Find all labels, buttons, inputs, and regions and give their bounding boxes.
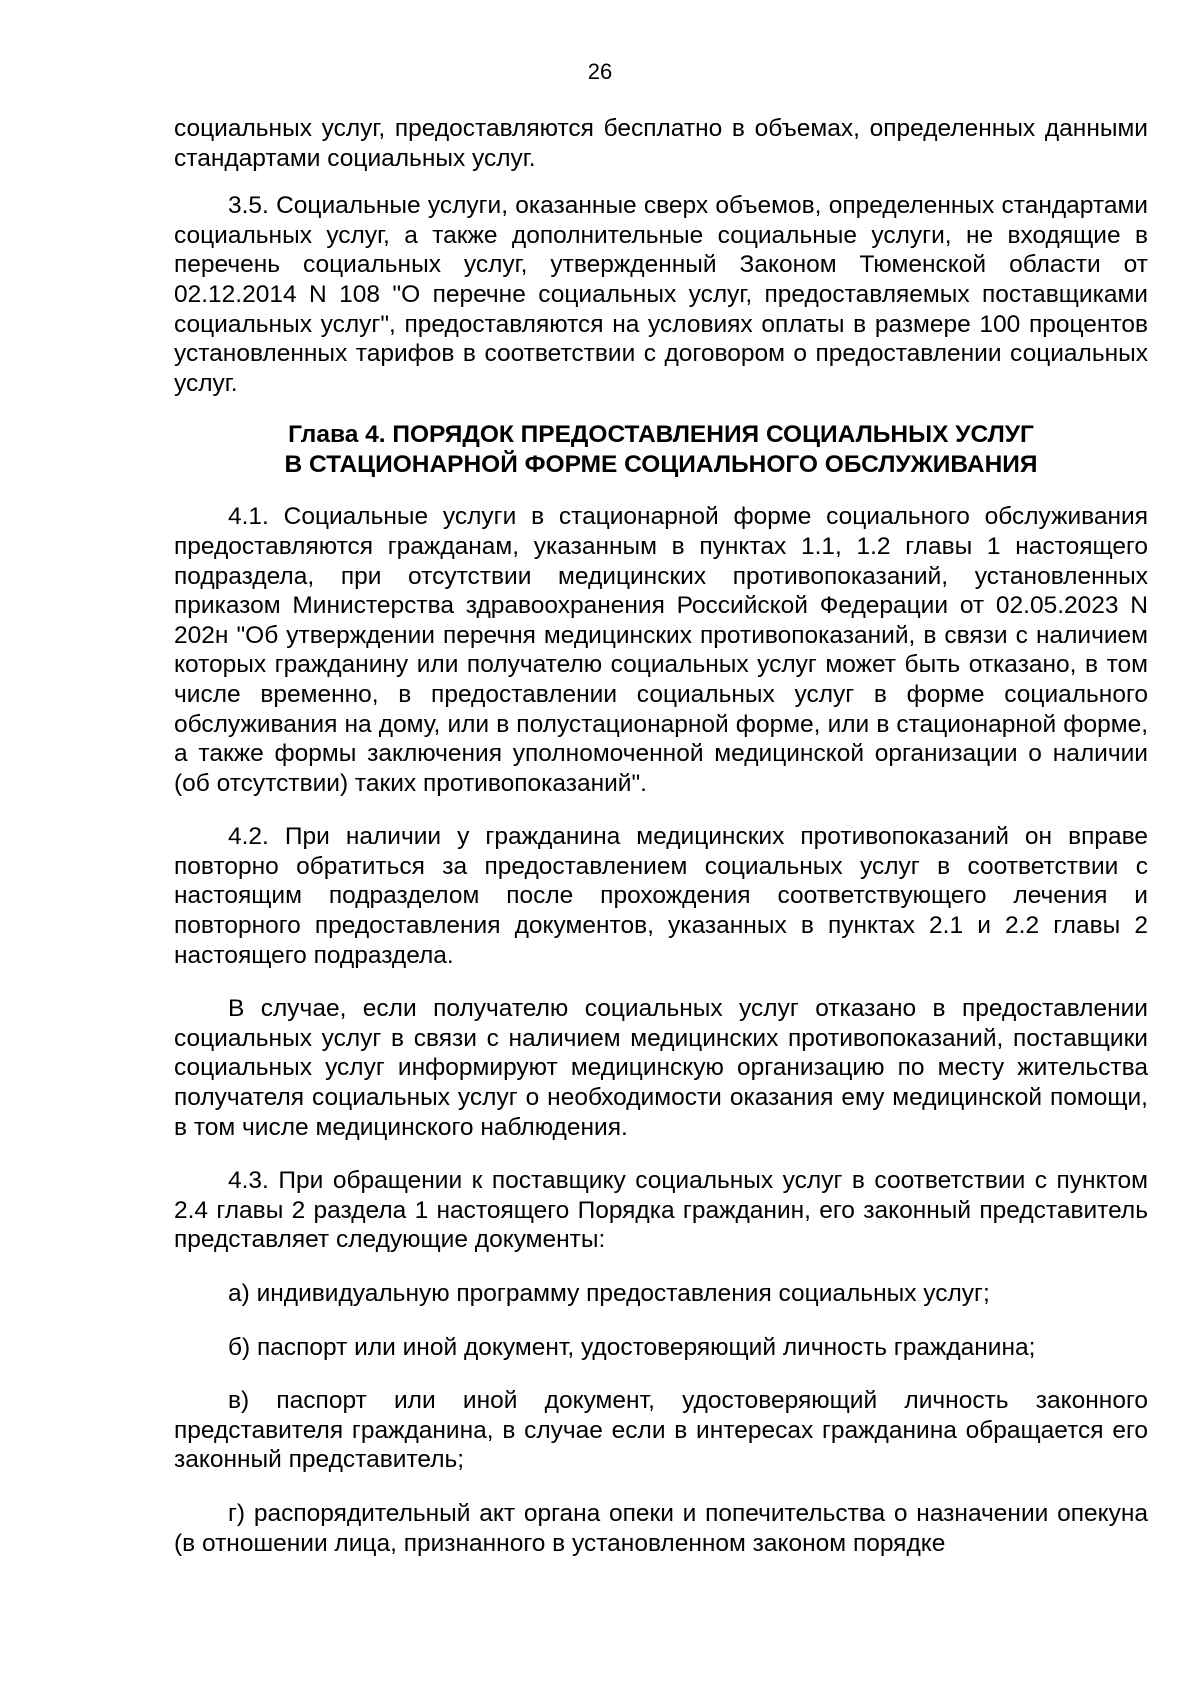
paragraph-4-2: 4.2. При наличии у гражданина медицинских противопоказаний он вправе повторно обратиться за предоставлением социальных услуг в соответствии с настоящим подразделом после прохождения соответствующего лечения и повторного предоставления документов, указанных в пунктах 2.1 и 2.2 главы 2 настоящего подраздела.: [174, 823, 1148, 969]
paragraph-4-1: 4.1. Социальные услуги в стационарной форме социального обслуживания предоставляются гражданам, указанным в пунктах 1.1, 1.2 главы 1 настоящего подраздела, при отсутствии медицинских противопоказаний, установленных приказом Министерства здравоохранения Российской Федерации от 02.05.2023 N 202н "Об утверждении перечня медицинских противопоказаний, в связи с наличием которых гражданину или получателю социальных услуг может быть отказано, в том числе временно, в предоставлении социальных услуг в форме социального обслуживания на дому, или в полустационарной форме, или в стационарной форме, а также формы заключения уполномоченной медицинской организации о наличии (об отсутствии) таких противопоказаний".: [174, 503, 1148, 797]
chapter-heading-line-1: Глава 4. ПОРЯДОК ПРЕДОСТАВЛЕНИЯ СОЦИАЛЬНЫХ УСЛУГ: [288, 421, 1034, 449]
paragraph-refusal-case: В случае, если получателю социальных услуг отказано в предоставлении социальных услуг в связи с наличием медицинских противопоказаний, поставщики социальных услуг информируют медицинскую организацию по месту жительства получателя социальных услуг о необходимости оказания ему медицинской помощи, в том числе медицинского наблюдения.: [174, 995, 1148, 1141]
document-body: [174, 114, 1148, 1558]
page-number: 26: [587, 59, 613, 84]
list-item-v: в) паспорт или иной документ, удостоверяющий личность законного представителя гражданина, в случае если в интересах гражданина обращается его законный представитель;: [174, 1387, 1148, 1474]
chapter-heading-line-2: В СТАЦИОНАРНОЙ ФОРМЕ СОЦИАЛЬНОГО ОБСЛУЖИВАНИЯ: [284, 451, 1038, 479]
list-item-a: а) индивидуальную программу предоставления социальных услуг;: [228, 1280, 990, 1307]
chapter-heading: [174, 420, 1148, 480]
list-item-b: б) паспорт или иной документ, удостоверяющий личность гражданина;: [228, 1333, 1036, 1361]
paragraph-3-5: 3.5. Социальные услуги, оказанные сверх объемов, определенных стандартами социальных услуг, а также дополнительные социальные услуги, не входящие в перечень социальных услуг, утвержденный Законом Тюменской области от 02.12.2014 N 108 "О перечне социальных услуг, предоставляемых поставщиками социальных услуг", предоставляются на условиях оплаты в размере 100 процентов установленных тарифов в соответствии с договором о предоставлении социальных услуг.: [174, 192, 1148, 397]
paragraph-4-3: 4.3. При обращении к поставщику социальных услуг в соответствии с пунктом 2.4 главы 2 раздела 1 настоящего Порядка гражданин, его законный представитель представляет следующие документы:: [174, 1167, 1148, 1254]
list-item-g: г) распорядительный акт органа опеки и попечительства о назначении опекуна (в отношении лица, признанного в установленном законом порядке: [174, 1499, 1148, 1557]
paragraph-continuation: социальных услуг, предоставляются бесплатно в объемах, определенных данными стандартами социальных услуг.: [174, 115, 1148, 172]
